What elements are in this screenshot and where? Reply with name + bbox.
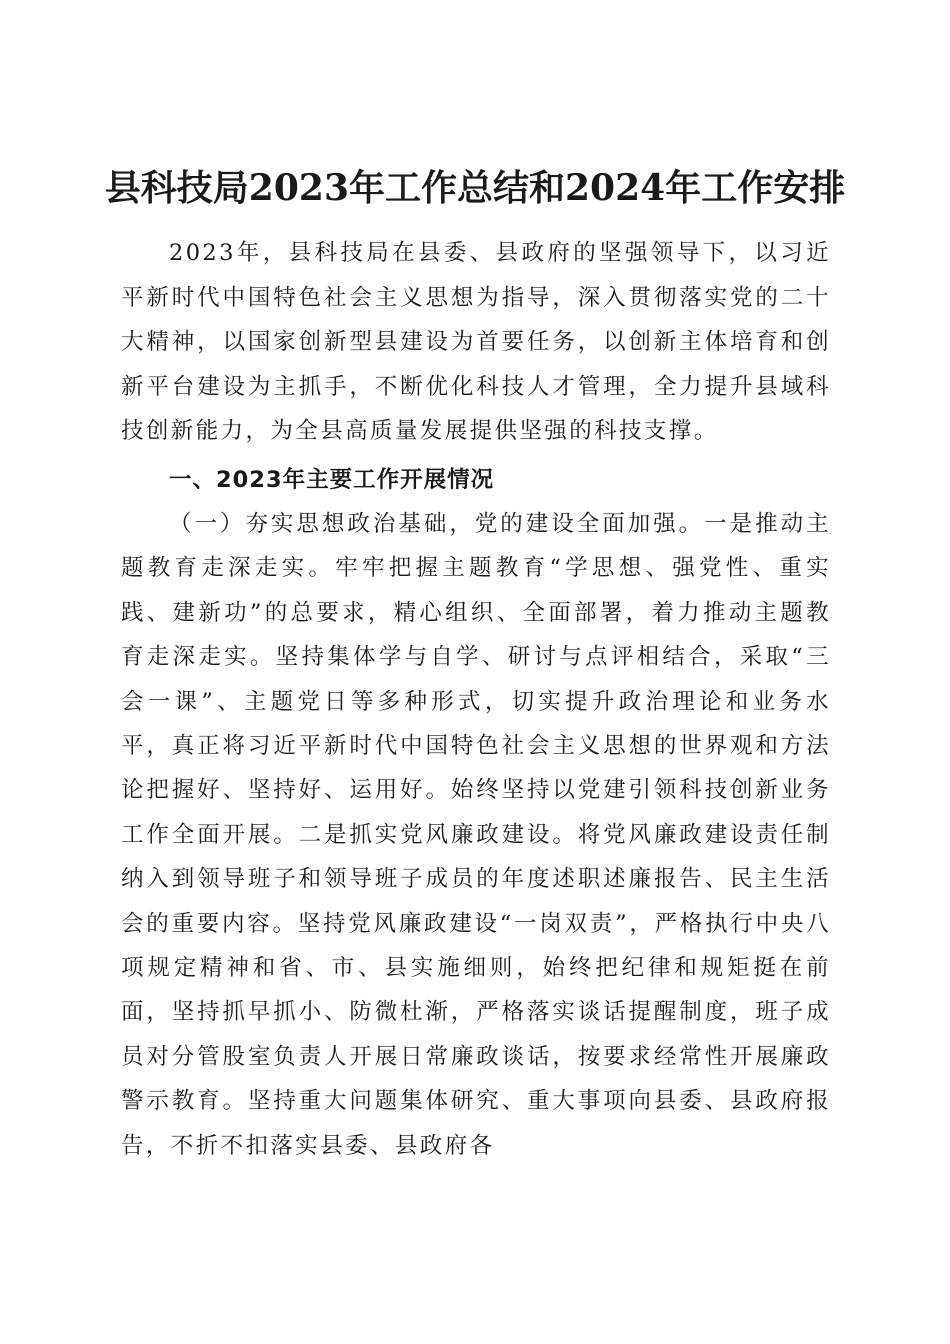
subsection-lead: （一）夯实思想政治基础，党的建设全面加强。 — [169, 511, 705, 537]
section-heading: 一、2023年主要工作开展情况 — [169, 467, 495, 493]
subsection-paragraph — [121, 502, 831, 1168]
intro-paragraph: 2023年，县科技局在县委、县政府的坚强领导下，以习近平新时代中国特色社会主义思想为指导，深入贯彻落实党的二十大精神，以国家创新型县建设为首要任务，以创新主体培育和创新平台建设为主抓手，不断优化科技人才管理，全力提升县域科技创新能力，为全县高质量发展提供坚强的科技支撑。 — [121, 240, 831, 444]
document-title: 县科技局2023年工作总结和2024年工作安排 — [104, 167, 846, 210]
subsection-body: 一是推动主题教育走深走实。牢牢把握主题教育“学思想、强党性、重实践、建新功”的总要求，精心组织、全面部署，着力推动主题教育走深走实。坚持集体学与自学、研讨与点评相结合，采取“三会一课”、主题党日等多种形式，切实提升政治理论和业务水平，真正将习近平新时代中国特色社会主义思想的世界观和方法论把握好、坚持好、运用好。始终坚持以党建引领科技创新业务工作全面开展。二是抓实党风廉政建设。将党风廉政建设责任制纳入到领导班子和领导班子成员的年度述职述廉报告、民主生活会的重要内容。坚持党风廉政建设“一岗双责”，严格执行中央八项规定精神和省、市、县实施细则，始终把纪律和规矩挺在前面，坚持抓早抓小、防微杜渐，严格落实谈话提醒制度，班子成员对分管股室负责人开展日常廉政谈话，按要求经常性开展廉政警示教育。坚持重大问题集体研究、重大事项向县委、县政府报告，不折不扣落实县委、县政府各 — [121, 511, 831, 1159]
